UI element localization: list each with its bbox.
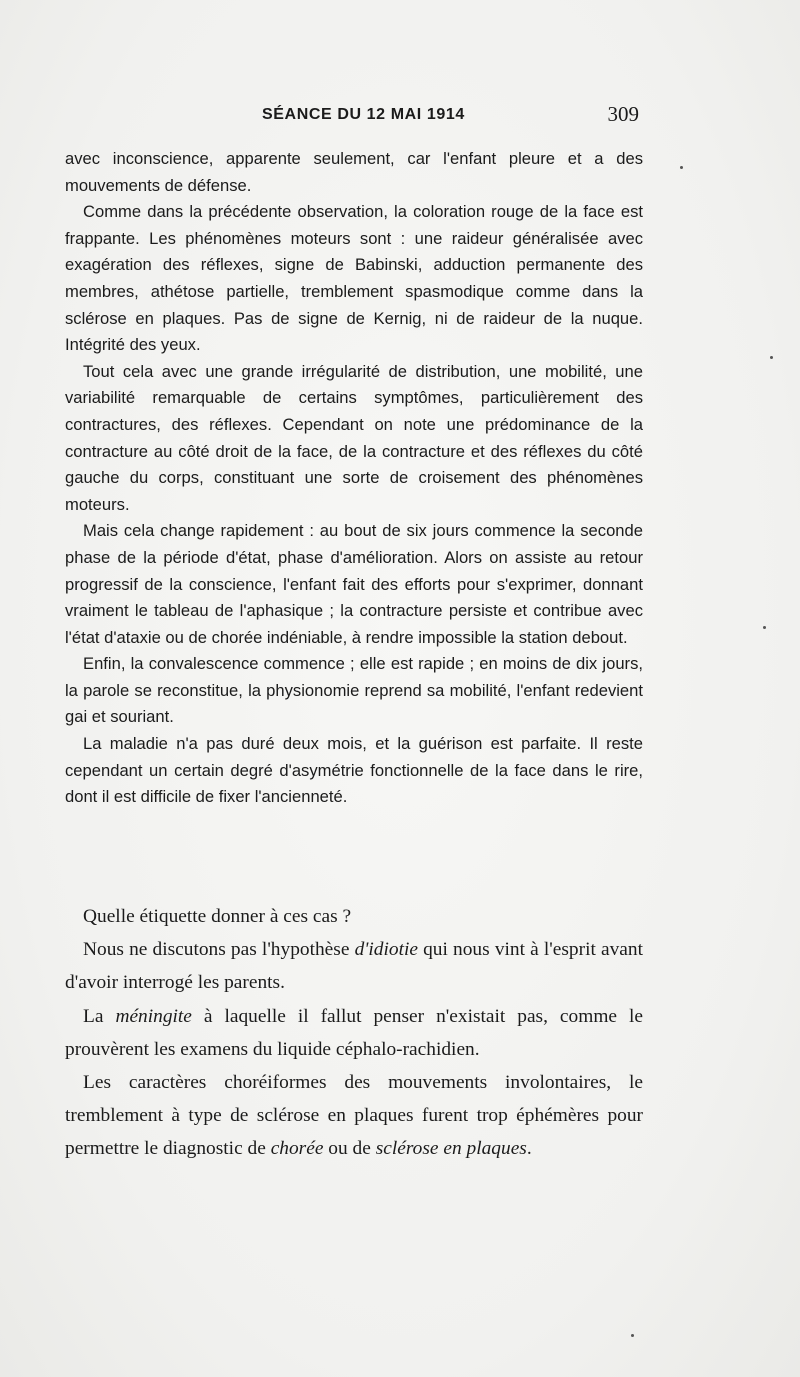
paragraph-6: La maladie n'a pas duré deux mois, et la guérison est parfaite. Il reste cependant un certain degré d'asymétrie fonctionnelle de la face dans le rire, dont il est difficile de fixer l'ancienneté.: [65, 734, 643, 807]
page-header: [65, 102, 645, 136]
discussion-text: [65, 900, 643, 1166]
paragraph-5: Enfin, la convalescence commence ; elle est rapide ; en moins de dix jours, la parole se reconstitue, la physionomie reprend sa mobilité, l'enfant redevient gai et souriant.: [65, 654, 643, 727]
text-run: à laquelle il fallut penser n'existait pas, comme le prouvèrent les examens du liquide céphalo-rachidien.: [65, 1005, 643, 1060]
text-run: Nous ne discutons pas l'hypothèse: [83, 939, 355, 961]
paragraph-1: avec inconscience, apparente seulement, car l'enfant pleure et a des mouvements de défense.: [65, 149, 643, 195]
italic-term: sclérose en plaques: [375, 1138, 527, 1160]
discussion-paragraph-1: [65, 933, 643, 999]
page-number: 309: [607, 102, 639, 126]
running-head: SÉANCE DU 12 MAI 1914: [262, 106, 465, 123]
italic-term: d'idiotie: [354, 939, 418, 961]
text-run: Les caractères choréiformes des mouvements involontaires, le tremblement à type de sclérose en plaques furent trop éphémères pour permettre le diagnostic de: [65, 1072, 643, 1160]
discussion-paragraph-2: [65, 1000, 643, 1066]
paragraph-2: Comme dans la précédente observation, la coloration rouge de la face est frappante. Les phénomènes moteurs sont : une raideur généralisée avec exagération des réflexes, signe de Babinski, adduction permanente des membres, athétose partielle, tremblement spasmodique comme dans la sclérose en plaques. Pas de signe de Kernig, ni de raideur de la nuque. Intégrité des yeux.: [65, 202, 643, 355]
paragraph-4: Mais cela change rapidement : au bout de six jours commence la seconde phase de la période d'état, phase d'amélioration. Alors on assiste au retour progressif de la conscience, l'enfant fait des efforts pour s'exprimer, donnant vraiment le tableau de l'aphasique ; la contracture persiste et contribue avec l'état d'ataxie ou de chorée indéniable, à rendre impossible la station debout.: [65, 521, 643, 647]
paper-speck: [631, 1334, 634, 1337]
text-run: La: [83, 1005, 116, 1027]
paper-speck: [680, 166, 683, 169]
text-run: qui nous vint à l'esprit avant d'avoir interrogé les parents.: [65, 939, 643, 994]
discussion-paragraph-3: [65, 1066, 643, 1166]
paper-speck: [763, 626, 766, 629]
question-line: Quelle étiquette donner à ces cas ?: [83, 906, 352, 927]
text-run: .: [526, 1138, 532, 1160]
italic-term: chorée: [270, 1138, 324, 1160]
paragraph-3: Tout cela avec une grande irrégularité de distribution, une mobilité, une variabilité remarquable de certains symptômes, particulièrement des contractures, des réflexes. Cependant on note une prédominance de la contracture au côté droit de la face, de la contracture et des réflexes du côté gauche du corps, constituant une sorte de croisement des phénomènes moteurs.: [65, 361, 643, 514]
italic-term: méningite: [115, 1005, 192, 1027]
paper-speck: [770, 356, 773, 359]
text-run: ou de: [323, 1138, 376, 1160]
observation-text: [65, 146, 643, 811]
